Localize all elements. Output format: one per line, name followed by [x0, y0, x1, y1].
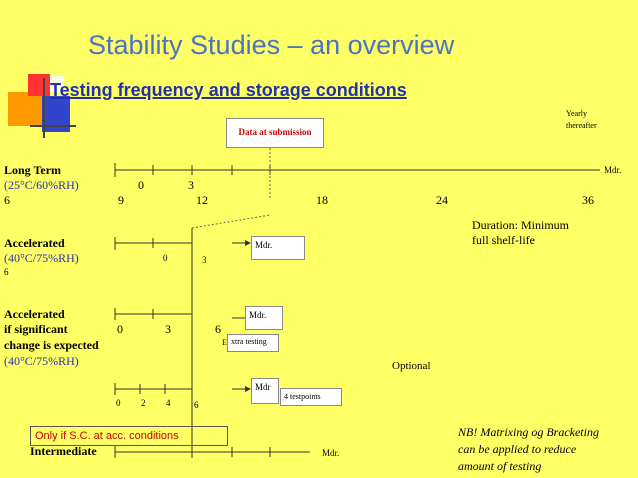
acc-sig-condition: (40°C/75%RH) [4, 354, 79, 368]
lt-tick-24: 24 [436, 193, 448, 207]
duration-line-1: Duration: Minimum [472, 218, 569, 232]
acc-sig-line-1: Accelerated [4, 307, 65, 321]
long-term-label: Long Term [4, 163, 62, 177]
data-at-submission-box: Data at submission [226, 118, 324, 148]
yearly-label [566, 108, 597, 132]
extra-testing-box: xtra testing [227, 334, 279, 352]
lt-tick-6: 6 [4, 193, 10, 207]
lt-tick-36: 36 [582, 193, 594, 207]
acc-tick-3: 3 [202, 255, 207, 265]
acc-sig-line-3: change is expected [4, 338, 99, 352]
acc-sig-mdr-box: Mdr. [245, 306, 283, 330]
acc-sig-tick-3: 3 [165, 322, 171, 336]
page-subtitle: Testing frequency and storage conditions [50, 80, 407, 100]
nb-note [458, 424, 599, 475]
opt-tick-6: 6 [194, 400, 199, 410]
lt-end-mdr: Mdr. [604, 165, 622, 175]
lt-tick-3: 3 [188, 178, 194, 192]
extra-prefix: E [222, 338, 227, 347]
lt-tick-12: 12 [196, 193, 208, 207]
yearly-line-1: Yearly [566, 109, 587, 118]
duration-note [472, 218, 569, 248]
intermediate-label: Intermediate [30, 444, 97, 458]
note-line-2: can be applied to reduce [458, 442, 577, 456]
long-term-condition: (25°C/60%RH) [4, 178, 79, 192]
acc-sig-tick-6: 6 [215, 322, 221, 336]
lt-tick-9: 9 [118, 193, 124, 207]
opt-tick-4: 4 [166, 398, 171, 408]
lt-tick-18: 18 [316, 193, 328, 207]
only-if-box: Only if S.C. at acc. conditions [30, 426, 228, 446]
acc-tick-6: 6 [4, 267, 9, 277]
note-line-1: NB! Matrixing og Bracketing [458, 425, 599, 439]
acc-sig-line-2: if significant [4, 322, 68, 336]
lt-tick-0: 0 [138, 178, 144, 192]
acc-mdr-box: Mdr. [251, 236, 305, 260]
note-line-3: amount of testing [458, 459, 542, 473]
int-mdr: Mdr. [322, 448, 340, 458]
duration-line-2: full shelf-life [472, 233, 535, 247]
page-title: Stability Studies – an overview [88, 30, 455, 60]
acc-sig-tick-0: 0 [117, 322, 123, 336]
opt-mdr-box: Mdr [251, 378, 279, 404]
testpoints-box: 4 testpoints [280, 388, 342, 406]
opt-tick-2: 2 [141, 398, 146, 408]
opt-tick-0: 0 [116, 398, 121, 408]
yearly-line-2: thereafter [566, 121, 597, 130]
accelerated-label: Accelerated [4, 236, 65, 250]
optional-label: Optional [392, 360, 431, 372]
accelerated-condition: (40°C/75%RH) [4, 251, 79, 265]
acc-tick-0: 0 [163, 253, 168, 263]
